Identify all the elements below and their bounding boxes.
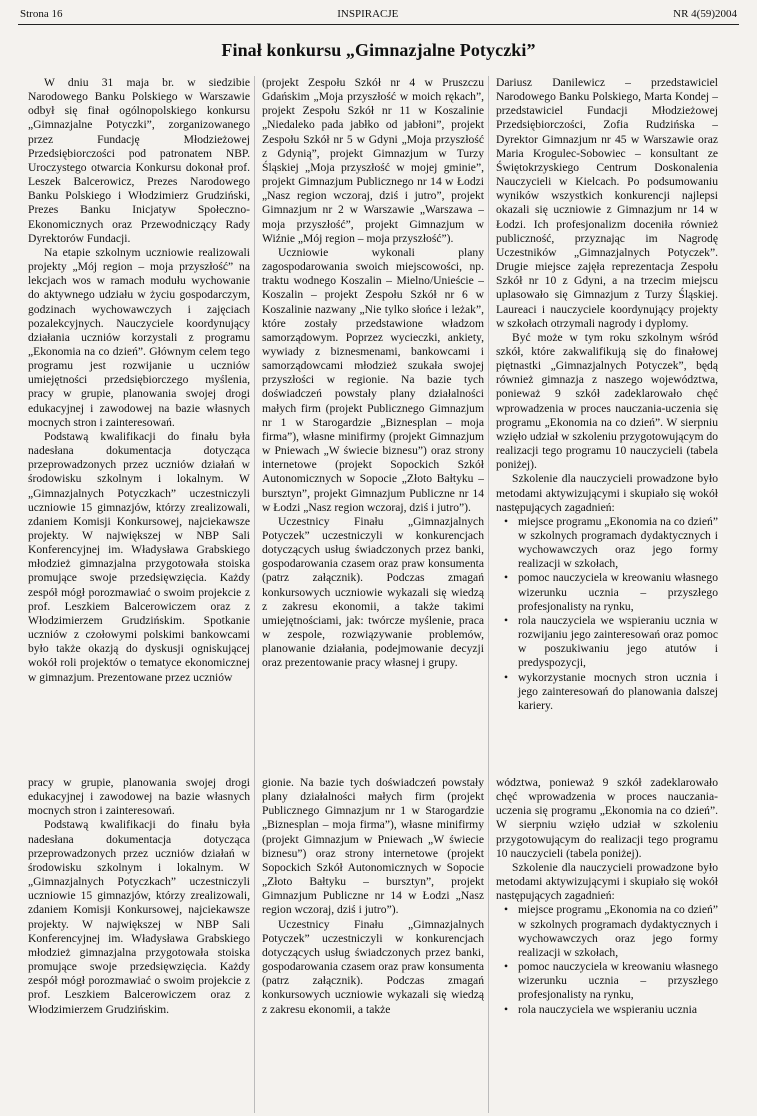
- paragraph: Uczestnicy Finału „Gimnazjalnych Potyczek” uczestniczyli w konkurencjach dotyczących usług świadczonych przez banki, gospodarowania czasem oraz praw konsumenta (patrz załącznik). Podczas zmagań konkursowych uczniowie wykazali się wiedzą z zakresu ekonomii, a także: [262, 917, 484, 1016]
- paragraph: pracy w grupie, planowania swojej drogi edukacyjnej i zawodowej na bazie własnych mocnych stron i zainteresowań.: [28, 776, 250, 818]
- list-item: • miejsce programu „Ekonomia na co dzień” w szkolnych programach dydaktycznych i wychowawczych oraz jego formy realizacji w szkołach,: [518, 515, 718, 572]
- paragraph: Szkolenie dla nauczycieli prowadzone było metodami aktywizującymi i skupiało się wokół następujących zagadnień:: [496, 860, 718, 903]
- paragraph: Podstawą kwalifikacji do finału była nadesłana dokumentacja dotycząca przeprowadzonych przez uczniów działań w środowisku szkolnym i lokalnym. W „Gimnazjalnych Potyczkach” uczestniczyli uczniowie 15 gimnazjów, którzy zrealizowali, zdaniem Komisji Konkursowej, najciekawsze projekty. W największej w NBP Sali Konferencyjnej im. Władysława Grabskiego młodzież gimnazjalna przygotowała stoiska promujące swoje przedsięwzięcia. Każdy zespół mógł porozmawiać o swoim projekcie z prof. Leszkiem Balcerowiczem oraz z Włodzimierzem Grudzińskim. Spotkanie uczniów z czołowymi polskimi bankowcami było także okazją do dyskusji ogniskującej wokół roli projektów o tematyce ekonomicznej w gimnazjum. Prezentowane przez uczniów: [28, 429, 250, 684]
- column-1-upper: [28, 76, 250, 776]
- paragraph: Szkolenie dla nauczycieli prowadzone było metodami aktywizującymi i skupiało się wokół następujących zagadnień:: [496, 472, 718, 514]
- paragraph: Na etapie szkolnym uczniowie realizowali projekty „Mój region – moja przyszłość” na lekcjach wos w ramach modułu wychowanie do aktywnego udziału w życiu gospodarczym, godzinach wychowawczych i zajęciach pozalekcyjnych. Nauczyciele koordynujący działania uczniów korzystali z programu „Ekonomia na co dzień”. Głównym celem tego programu jest rozwijanie u uczniów umiejętności przedsiębiorczego myślenia, pracy w grupie, planowania swojej drogi edukacyjnej i zawodowej na bazie własnych mocnych stron i zainteresowań.: [28, 245, 250, 429]
- column-3-lower: [496, 776, 718, 1116]
- page-number: Strona 16: [20, 8, 63, 20]
- column-3-upper: [496, 76, 718, 776]
- paragraph: Być może w tym roku szkolnym wśród szkół, które zakwalifikują się do finałowej piętnastki „Gimnazjalnych Potyczek”, będą również gimnazja z naszego województwa, ponieważ 9 szkół zadeklarowało chęć wprowadzenia w proces nauczania-uczenia się programu „Ekonomia na co dzień”. W sierpniu wzięło udział w szkoleniu przygotowującym do realizacji tego programu 10 nauczycieli (tabela poniżej).: [496, 330, 718, 472]
- column-3: [496, 76, 718, 1116]
- column-1: [28, 76, 250, 1116]
- paragraph: gionie. Na bazie tych doświadczeń powstały plany działalności małych firm (projekt Publicznego Gimnazjum nr 1 w Starogardzie „Biznesplan – moja firma”), własne minifirmy (projekt Gimnazjum w Pniewach „W świecie biznesu”) oraz strony internetowe (projekt Sopockich Szkół Autonomicznych w Sopocie „Złoto Bałtyku – bursztyn”, projekt Gimnazjum Publiczne nr 14 w Łodzi „Nasz region wczoraj, dziś i jutro”).: [262, 776, 484, 917]
- paragraph: W dniu 31 maja br. w siedzibie Narodowego Banku Polskiego w Warszawie odbył się finał ogólnopolskiego konkursu „Gimnazjalne Potyczki”, zorganizowanego przez Fundację Młodzieżowej Przedsiębiorczości pod patronatem NBP. Uroczystego otwarcia Konkursu dokonał prof. Leszek Balcerowicz, Prezes Narodowego Banku Polskiego i Włodzimierz Grudziński, Prezes Banku Inicjatyw Społeczno-Ekonomicznych oraz Przewodniczący Rady Dyrektorów Fundacji.: [28, 76, 250, 245]
- paragraph: Uczniowie wykonali plany zagospodarowania swoich miejscowości, np. traktu wodnego Koszalin – Mielno/Unieście – Koszalin – projekt Zespołu Szkół nr 6 w Koszalinie nazwany „Nie tylko słońce i leżak”, które zostały przedstawione władzom samorządowym. Poprzez wycieczki, ankiety, wywiady z biznesmenami, bankowcami i samorządowcami młodzież szukała swojej przyszłości w regionie. Na bazie tych doświadczeń powstały plany działalności małych firm (projekt Publicznego Gimnazjum nr 1 w Starogardzie „Biznesplan – moja firma”), własne minifirmy (projekt Gimnazjum w Pniewach „W świecie biznesu”) oraz strony internetowe (projekt Sopockich Szkół Autonomicznych w Sopocie „Złoto Bałtyku – bursztyn”, projekt Gimnazjum Publiczne nr 14 w Łodzi „Nasz region wczoraj, dziś i jutro”).: [262, 245, 484, 514]
- column-divider: [254, 76, 255, 1113]
- issue-number: NR 4(59)2004: [673, 8, 737, 20]
- topic-list: [496, 903, 718, 1016]
- column-divider: [488, 76, 489, 1113]
- paragraph: wództwa, ponieważ 9 szkół zadeklarowało chęć wprowadzenia w proces nauczania-uczenia się programu „Ekonomia na co dzień”. W sierpniu wzięło udział w szkoleniu przygotowującym do realizacji tego programu 10 nauczycieli (tabela poniżej).: [496, 776, 718, 860]
- running-header: [20, 6, 737, 22]
- article-title: Finał konkursu „Gimnazjalne Potyczki”: [221, 40, 536, 60]
- list-item: • miejsce programu „Ekonomia na co dzień” w szkolnych programach dydaktycznych i wychowawczych oraz jego formy realizacji w szkołach,: [518, 903, 718, 960]
- topic-list: [496, 515, 718, 713]
- list-item: • rola nauczyciela we wspieraniu ucznia: [518, 1003, 718, 1017]
- column-2: [262, 76, 484, 1116]
- paragraph: (projekt Zespołu Szkół nr 4 w Pruszczu Gdańskim „Moja przyszłość w moich rękach”, projekt Zespołu Szkół nr 11 w Koszalinie „Niedaleko pada jabłko od jabłoni”, projekt Zespołu Szkół nr 5 w Gdyni „Moja przyszłość z Gdynią”, projekt Gimnazjum w Turzy Śląskiej „Moja przyszłość w mojej gminie”, projekt Gimnazjum Publicznego nr 14 w Łodzi „Nasz region wczoraj, dziś i jutro”, projekt Gimnazjum nr 2 w Warszawie „Warszawa – moja przyszłość”, projekt Gimnazjum w Wiźnie „Mój region – moja przyszłość”).: [262, 76, 484, 245]
- paragraph: Dariusz Danilewicz – przedstawiciel Narodowego Banku Polskiego, Marta Kondej – przedstawiciel Fundacji Młodzieżowej Przedsiębiorczości, Zofia Rudzińska – Dyrektor Gimnazjum nr 45 w Warszawie oraz Maria Krogulec-Sobowiec – konsultant ze Świętokrzyskiego Centrum Doskonalenia Nauczycieli w Kielcach. Po podsumowaniu wyników wszystkich konkurencji najlepsi okazali się uczniowie z Gimnazjum nr 14 w Łodzi. Ich profesjonalizm doceniła również publiczność, przyznając im Nagrodę Uczestników „Gimnazjalnych Potyczek”. Drugie miejsce zajęła reprezentacja Zespołu Szkół nr 10 z Gdyni, a na trzecim miejscu uplasowało się Gimnazjum z Turzy Śląskiej. Laureaci i nauczyciele koordynujący projekty w szkołach otrzymali nagrody i dyplomy.: [496, 76, 718, 330]
- paragraph: Uczestnicy Finału „Gimnazjalnych Potyczek” uczestniczyli w konkurencjach dotyczących usług świadczonych przez banki, gospodarowania czasem oraz praw konsumenta (patrz załącznik). Podczas zmagań konkursowych uczniowie wykazali się wiedzą z zakresu ekonomii, a także takimi umiejętnościami, jak: twórcze myślenie, praca w zespole, rozwiązywanie problemów, planowanie działania, podejmowanie decyzji oraz prezentowanie pracy własnej i grupy.: [262, 514, 484, 670]
- list-item: • wykorzystanie mocnych stron ucznia i jego zainteresowań do planowania dalszej kariery.: [518, 671, 718, 713]
- column-2-upper: [262, 76, 484, 776]
- column-1-lower: [28, 776, 250, 1116]
- list-item: • pomoc nauczyciela w kreowaniu własnego wizerunku ucznia – przyszłego profesjonalisty na rynku,: [518, 571, 718, 613]
- list-item: • pomoc nauczyciela w kreowaniu własnego wizerunku ucznia – przyszłego profesjonalisty na rynku,: [518, 960, 718, 1002]
- paragraph: Podstawą kwalifikacji do finału była nadesłana dokumentacja dotycząca przeprowadzonych przez uczniów działań w środowisku szkolnym i lokalnym. W „Gimnazjalnych Potyczkach” uczestniczyli uczniowie 15 gimnazjów, którzy zrealizowali, zdaniem Komisji Konkursowej, najciekawsze projekty. W największej w NBP Sali Konferencyjnej im. Władysława Grabskiego młodzież gimnazjalna przygotowała stoiska promujące swoje przedsięwzięcia. Każdy zespół mógł porozmawiać o swoim projekcie z prof. Leszkiem Balcerowiczem oraz z Włodzimierzem Grudzińskim.: [28, 818, 250, 1016]
- list-item: • rola nauczyciela we wspieraniu ucznia w rozwijaniu jego zainteresowań oraz pomoc w poszukiwaniu jego atutów i predyspozycji,: [518, 614, 718, 671]
- column-2-lower: [262, 776, 484, 1116]
- section-name: INSPIRACJE: [337, 8, 399, 20]
- header-rule: [18, 24, 739, 25]
